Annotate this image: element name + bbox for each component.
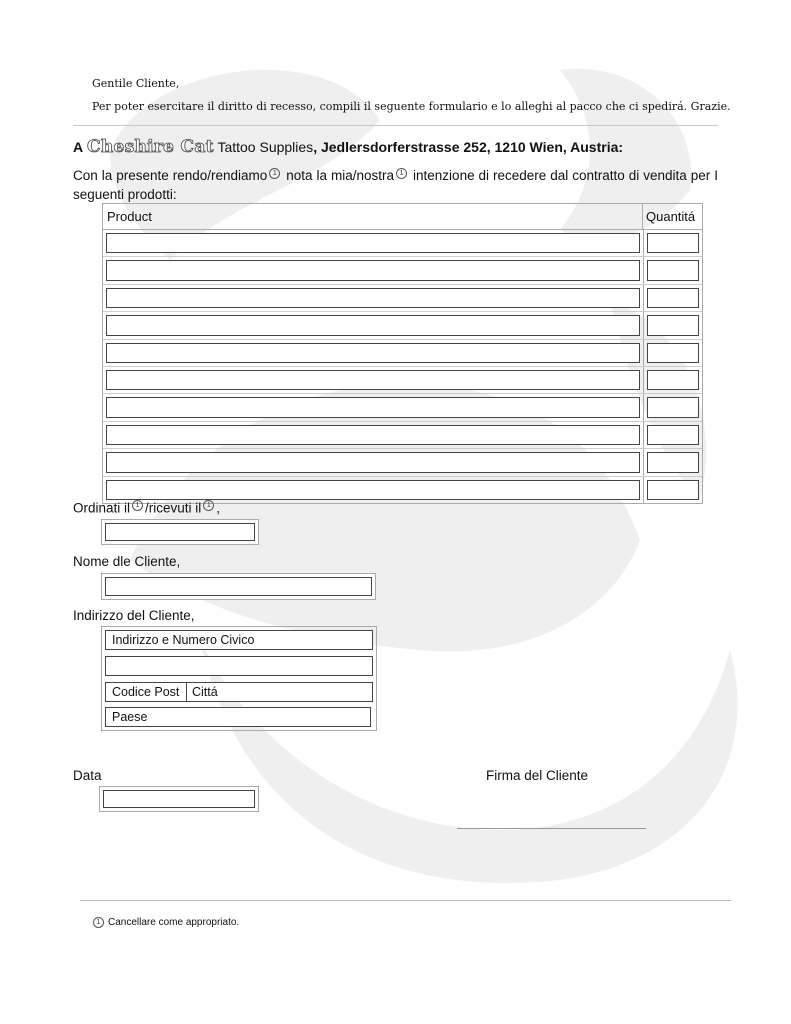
- quantity-input[interactable]: [647, 260, 699, 280]
- date-input[interactable]: [103, 790, 255, 808]
- customer-name-input[interactable]: [105, 577, 372, 596]
- customer-address-block: [101, 626, 377, 731]
- table-row: [103, 257, 702, 284]
- field-divider: [186, 683, 187, 701]
- table-row: [103, 477, 702, 503]
- ordered-label: Ordinati il: [73, 500, 131, 516]
- footnote: [93, 917, 239, 928]
- quantity-input[interactable]: [647, 452, 699, 472]
- product-input[interactable]: [106, 452, 640, 472]
- footnote-text: Cancellare come appropriato.: [108, 917, 240, 929]
- quantity-input[interactable]: [647, 425, 699, 445]
- product-table: [102, 203, 703, 504]
- received-label: /ricevuti il: [145, 500, 202, 516]
- divider: [73, 125, 718, 126]
- declaration-part-2: nota la mia/nostra: [286, 168, 395, 183]
- product-input[interactable]: [106, 397, 640, 417]
- ordered-received-label: [73, 500, 220, 516]
- intro-text: Per poter esercitare il diritto di recesso, compili il seguente formulario e lo alleghi al pacco che ci spedirá. Grazie.: [92, 100, 731, 113]
- zip-placeholder: Codice Post: [112, 685, 180, 699]
- footnote-marker: 1: [132, 500, 143, 511]
- date-wrapper: [99, 786, 259, 812]
- signature-label: Firma del Cliente: [486, 768, 589, 783]
- table-row: [103, 367, 702, 394]
- customer-address-label: Indirizzo del Cliente,: [73, 608, 195, 623]
- quantity-input[interactable]: [647, 288, 699, 308]
- table-row: [103, 312, 702, 339]
- table-row: [103, 394, 702, 421]
- product-input[interactable]: [106, 315, 640, 335]
- footnote-marker: 1: [269, 168, 280, 179]
- table-row: [103, 422, 702, 449]
- declaration-part-1: Con la presente rendo/rendiamo: [73, 168, 268, 183]
- date-label: Data: [73, 768, 102, 783]
- customer-name-label: Nome dle Cliente,: [73, 554, 181, 569]
- address-prefix: A: [73, 139, 84, 155]
- withdrawal-declaration: [73, 166, 718, 204]
- address-line-2-input[interactable]: [105, 656, 373, 676]
- product-input[interactable]: [106, 370, 640, 390]
- footnote-marker: 1: [203, 500, 214, 511]
- city-placeholder: Cittá: [192, 685, 218, 699]
- column-header-quantity: Quantitá: [646, 209, 696, 224]
- company-name: Tattoo Supplies: [217, 139, 314, 155]
- table-row: [103, 230, 702, 257]
- footnote-marker: 1: [93, 917, 104, 928]
- footer-divider: [80, 900, 731, 901]
- order-date-wrapper: [101, 519, 259, 545]
- brand-logo-text: Cheshire Cat: [87, 137, 214, 157]
- ordered-comma: ,: [216, 500, 221, 516]
- order-date-input[interactable]: [105, 523, 255, 541]
- quantity-input[interactable]: [647, 315, 699, 335]
- product-input[interactable]: [106, 260, 640, 280]
- signature-line[interactable]: [457, 828, 646, 829]
- company-street: , Jedlersdorferstrasse 252, 1210 Wien, Austria:: [313, 139, 624, 155]
- quantity-input[interactable]: [647, 480, 699, 500]
- table-row: [103, 449, 702, 476]
- quantity-input[interactable]: [647, 343, 699, 363]
- table-row: [103, 285, 702, 312]
- product-input[interactable]: [106, 425, 640, 445]
- declaration-part-3: intenzione di recedere dal contratto di vendita per I seguenti prodotti:: [73, 168, 718, 202]
- recipient-address: [73, 137, 623, 157]
- table-row: [103, 340, 702, 367]
- table-header: [103, 204, 702, 230]
- street-input[interactable]: Indirizzo e Numero Civico: [105, 630, 373, 650]
- country-input[interactable]: Paese: [105, 707, 371, 727]
- greeting-text: Gentile Cliente,: [92, 77, 180, 90]
- column-header-product: Product: [103, 204, 643, 229]
- quantity-input[interactable]: [647, 370, 699, 390]
- product-input[interactable]: [106, 480, 640, 500]
- product-input[interactable]: [106, 288, 640, 308]
- zip-city-input[interactable]: [105, 682, 373, 702]
- customer-name-wrapper: [101, 573, 376, 600]
- quantity-input[interactable]: [647, 233, 699, 253]
- quantity-input[interactable]: [647, 397, 699, 417]
- footnote-marker: 1: [396, 168, 407, 179]
- product-input[interactable]: [106, 233, 640, 253]
- product-input[interactable]: [106, 343, 640, 363]
